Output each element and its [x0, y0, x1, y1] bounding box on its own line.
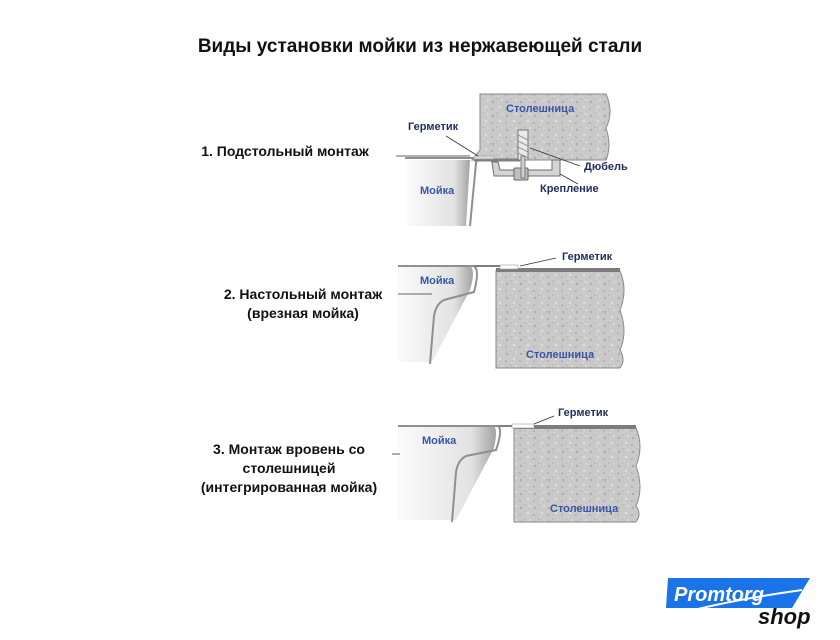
method-3-drawing — [392, 407, 640, 522]
leader-sealant-1 — [446, 136, 478, 156]
label-sealant-2: Герметик — [562, 251, 613, 263]
method-1-drawing — [396, 94, 628, 226]
promtorg-logo[interactable] — [660, 574, 825, 632]
diagram-title: Виды установки мойки из нержавеющей стали — [197, 36, 643, 57]
method-2-drawing — [398, 251, 624, 368]
method-2-line-1: 2. Настольный монтаж — [223, 286, 383, 302]
label-sealant-1: Герметик — [408, 121, 459, 133]
leader-sealant-2 — [520, 258, 556, 266]
label-sealant-3: Герметик — [558, 407, 609, 419]
method-3-line-3: (интегрированная мойка) — [200, 479, 378, 495]
sealant-bead-1 — [474, 156, 494, 159]
logo-text-shop: shop — [758, 604, 811, 629]
label-countertop-1: Столешница — [506, 103, 575, 115]
method-1-line-1: 1. Подстольный монтаж — [201, 143, 369, 159]
label-dowel: Дюбель — [584, 161, 628, 173]
label-mount: Крепление — [540, 183, 599, 195]
sealant-bead-3 — [512, 424, 534, 428]
label-countertop-2: Столешница — [526, 349, 595, 361]
label-countertop-3: Столешница — [550, 503, 619, 515]
sealant-bead-2 — [500, 265, 518, 269]
label-sink-2: Мойка — [420, 275, 455, 287]
label-sink-1: Мойка — [420, 185, 455, 197]
logo-text-promtorg: Promtorg — [674, 584, 764, 606]
label-sink-3: Мойка — [422, 435, 457, 447]
dowel-bolt — [521, 156, 525, 178]
method-2-line-2: (врезная мойка) — [247, 305, 359, 321]
method-3-line-1: 3. Монтаж вровень со — [213, 441, 365, 457]
method-3-line-2: столешницей — [242, 460, 336, 476]
leader-sealant-3 — [534, 416, 554, 424]
